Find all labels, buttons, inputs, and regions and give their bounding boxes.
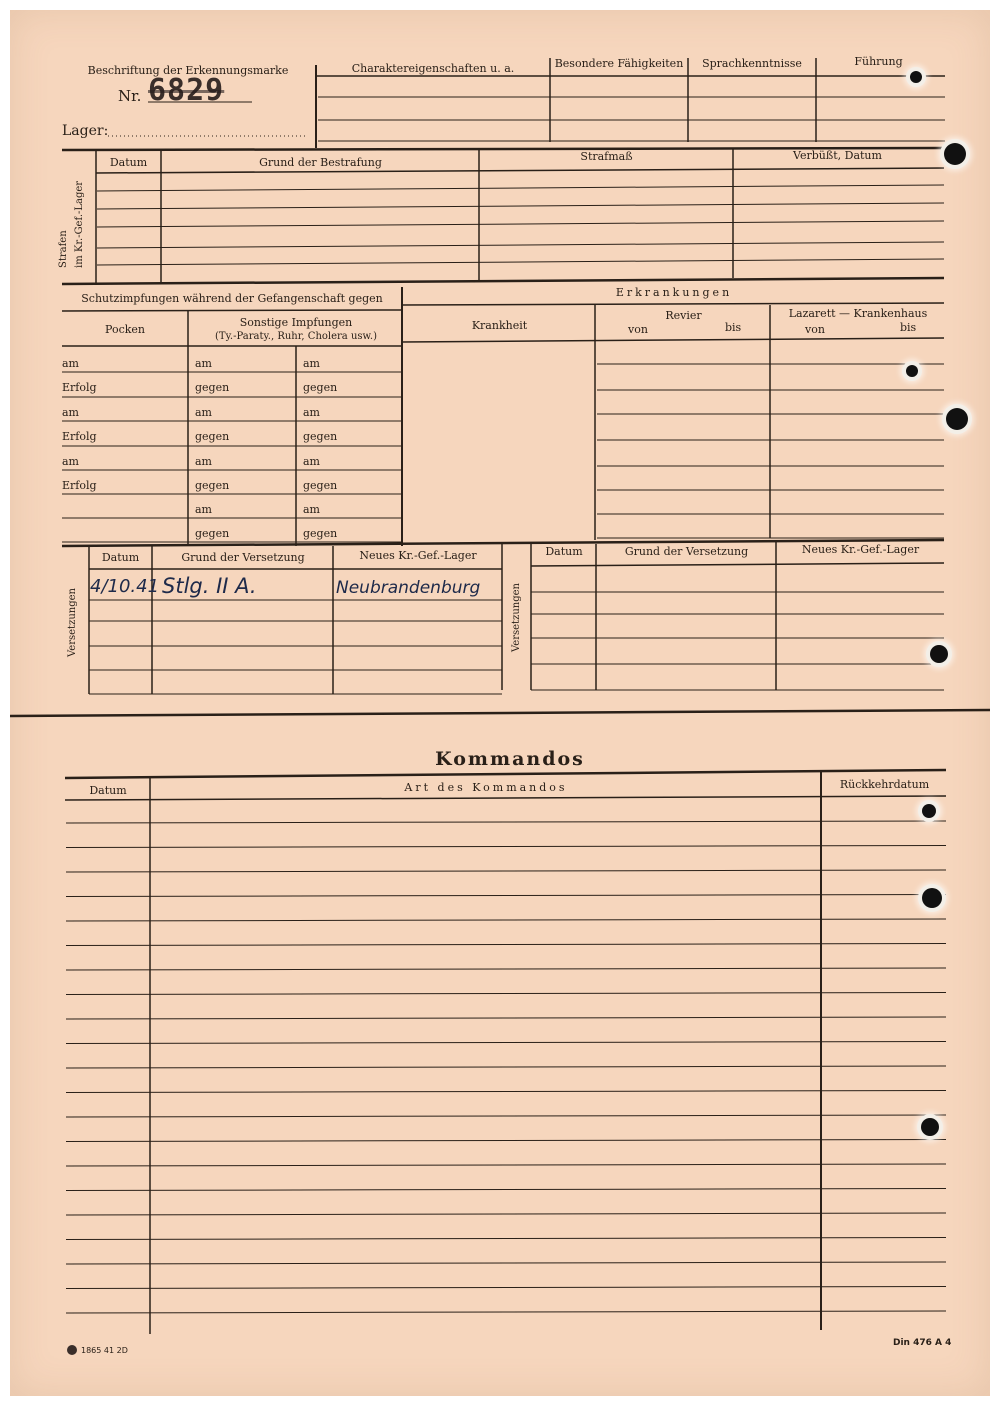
pocken-row-label: Erfolg: [62, 430, 97, 443]
punch-hole-icon: [910, 71, 922, 83]
rule-line: [66, 1311, 946, 1313]
entry-grund: Stlg. II A.: [162, 574, 257, 598]
sonstige-row-label-b: am: [303, 503, 320, 516]
rule-line: [65, 796, 946, 800]
versetzungen-col-lager-2: Neues Kr.-Gef.-Lager: [801, 543, 920, 556]
sonstige-row-label-a: gegen: [195, 381, 230, 394]
rule-line: [65, 770, 946, 778]
rule-line: [66, 870, 946, 872]
pocken-row-label: am: [62, 455, 79, 468]
kommandos-col-rueckkehr: Rückkehrdatum: [839, 778, 930, 791]
impfungen-col-pocken: Pocken: [105, 323, 145, 336]
rule-line: [66, 944, 946, 946]
sonstige-row-label-a: am: [195, 503, 212, 516]
strafen-side-label-2: im Kr.-Gef.-Lager: [74, 180, 85, 268]
erkrankungen-title: Erkrankungen: [615, 286, 733, 299]
pocken-row-label: Erfolg: [62, 479, 97, 492]
rule-line: [531, 563, 944, 566]
rule-line: [402, 338, 944, 342]
printer-mark-icon: [67, 1345, 77, 1355]
versetzungen-col-datum-2: Datum: [545, 545, 583, 558]
col-sprachkenntnisse: Sprachkenntnisse: [702, 57, 802, 70]
din-label: Din 476 A 4: [893, 1338, 952, 1348]
rule-line: [66, 1115, 946, 1117]
marke-number: 6829: [148, 73, 225, 108]
kommandos-col-art: Art des Kommandos: [404, 781, 568, 794]
rule-line: [62, 278, 944, 284]
revier-bis: bis: [725, 321, 742, 334]
sonstige-row-label-a: am: [195, 406, 212, 419]
rule-line: [62, 310, 402, 311]
rule-line: [66, 1164, 946, 1166]
versetzungen-col-grund: Grund der Versetzung: [181, 551, 305, 564]
punch-hole-icon: [922, 888, 942, 908]
rule-line: [97, 185, 944, 191]
nr-label: Nr.: [118, 87, 142, 105]
pocken-row-label: am: [62, 357, 79, 370]
rule-line: [66, 1189, 946, 1191]
impfungen-col-sonstige: Sonstige Impfungen: [239, 316, 353, 329]
versetzungen-side-label-left: Versetzungen: [67, 588, 78, 657]
rule-line: [66, 1042, 946, 1044]
sonstige-row-label-a: am: [195, 357, 212, 370]
sonstige-row-label-b: gegen: [303, 527, 338, 540]
punch-hole-icon: [922, 804, 936, 818]
rule-line: [66, 1017, 946, 1019]
erkrankungen-col-revier: Revier: [665, 309, 702, 322]
col-faehigkeiten: Besondere Fähigkeiten: [554, 57, 684, 70]
sonstige-row-label-b: am: [303, 357, 320, 370]
versetzungen-side-label-right: Versetzungen: [511, 583, 522, 652]
rule-line: [10, 710, 990, 716]
print-code: 1865 41 2D: [81, 1346, 128, 1355]
punch-hole-icon: [906, 365, 918, 377]
strafen-col-datum: Datum: [109, 156, 148, 169]
rule-line: [66, 1238, 946, 1240]
sonstige-row-label-a: gegen: [195, 479, 230, 492]
sonstige-row-label-a: gegen: [195, 527, 230, 540]
rule-line: [66, 846, 946, 848]
rule-line: [66, 1287, 946, 1289]
marke-title: Beschriftung der Erkennungsmarke: [87, 64, 289, 77]
rule-line: [66, 993, 946, 995]
pocken-row-label: Erfolg: [62, 381, 97, 394]
versetzungen-col-datum: Datum: [101, 551, 140, 564]
strafen-side-label: Strafen: [58, 230, 69, 268]
rule-line: [66, 1066, 946, 1068]
pocken-row-label: am: [62, 406, 79, 419]
lager-label: Lager:: [62, 123, 109, 139]
sonstige-row-label-b: gegen: [303, 430, 338, 443]
strafen-col-grund: Grund der Bestrafung: [259, 156, 382, 169]
sonstige-row-label-b: gegen: [303, 381, 338, 394]
lazarett-bis: bis: [900, 321, 917, 334]
rule-line: [66, 895, 946, 897]
rule-line: [66, 1262, 946, 1264]
lazarett-von: von: [805, 323, 825, 336]
sonstige-row-label-a: am: [195, 455, 212, 468]
rule-line: [402, 303, 944, 305]
kommandos-title: Kommandos: [435, 748, 585, 770]
entry-lager: Neubrandenburg: [336, 578, 481, 598]
strafen-col-strafmass: Strafmaß: [580, 150, 633, 163]
impfungen-title: Schutzimpfungen während der Gefangenschaft gegen: [81, 292, 383, 305]
rule-line: [97, 221, 944, 227]
rule-line: [66, 821, 946, 823]
versetzungen-col-lager: Neues Kr.-Gef.-Lager: [359, 549, 477, 562]
col-charakter: Charaktereigenschaften u. a.: [351, 62, 515, 75]
rule-line: [97, 203, 944, 209]
strafen-col-verbuesst: Verbüßt, Datum: [793, 149, 882, 162]
punch-hole-icon: [930, 645, 948, 663]
versetzungen-col-grund-2: Grund der Versetzung: [624, 545, 749, 558]
sonstige-row-label-b: am: [303, 406, 320, 419]
kommandos-col-datum: Datum: [89, 784, 127, 797]
sonstige-row-label-b: am: [303, 455, 320, 468]
rule-line: [97, 242, 944, 248]
erkrankungen-col-lazarett: Lazarett — Krankenhaus: [788, 307, 928, 320]
erkrankungen-col-krankheit: Krankheit: [471, 319, 528, 332]
rule-line: [66, 968, 946, 970]
col-fuehrung: Führung: [854, 55, 903, 68]
revier-von: von: [628, 323, 648, 336]
rule-line: [66, 919, 946, 921]
sonstige-row-label-b: gegen: [303, 479, 338, 492]
rule-line: [97, 259, 944, 265]
punch-hole-icon: [946, 408, 968, 430]
punch-hole-icon: [921, 1118, 939, 1136]
entry-datum: 4/10.41: [90, 576, 160, 597]
rule-line: [66, 1091, 946, 1093]
rule-line: [66, 1213, 946, 1215]
punch-hole-icon: [944, 143, 966, 165]
sonstige-row-label-a: gegen: [195, 430, 230, 443]
rule-line: [66, 1140, 946, 1142]
impfungen-col-sonstige-sub: (Ty.-Paraty., Ruhr, Cholera usw.): [215, 331, 377, 342]
